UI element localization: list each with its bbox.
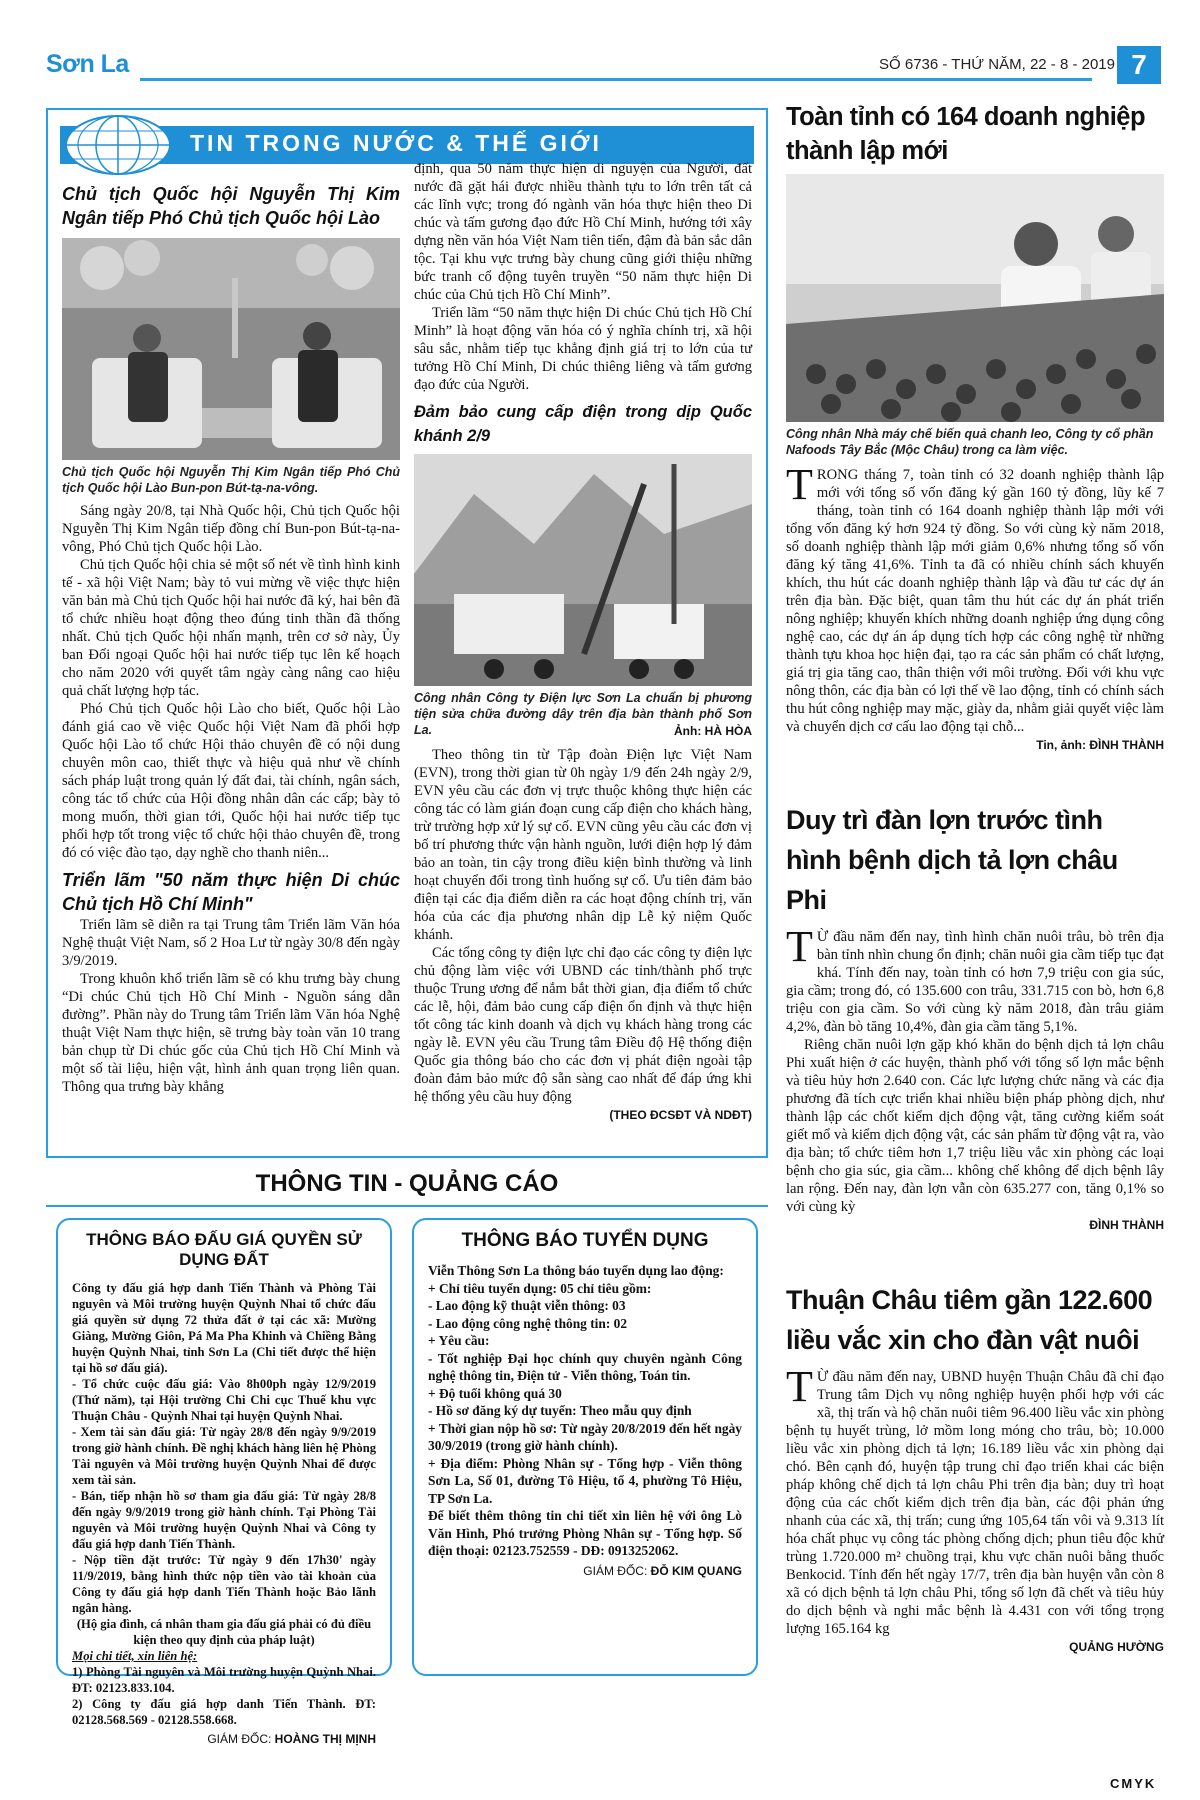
article-3-paragraph: Các tổng công ty điện lực chỉ đạo các công ty điện lực chủ động làm việc với UBND các tỉnh/thành phố trực thuộc Trung ương để nắm bắt thời gian, địa điểm tổ chức các lễ, hội, đảm bảo cung cấp điện ổn định và thực hiện tốt công tác kinh doanh và dịch vụ khách hàng trong các ngày lễ. EVN yêu cầu Trung tâm Điều độ Hệ thống điện Quốc gia thông báo cho các đơn vị phát điện ngoài tập đoàn đảm bảo mức độ sẵn sàng cao nhất để đáp ứng khi hệ thống yêu cầu huy động	[414, 945, 752, 1105]
news-banner-title: TIN TRONG NƯỚC & THẾ GIỚI	[190, 130, 602, 156]
header-rule	[140, 78, 1092, 81]
globe-icon	[64, 114, 172, 176]
recruitment-signature	[428, 1564, 742, 1578]
article-3-caption: Công nhân Công ty Điện lực Sơn La chuẩn bị phương tiện sửa chữa đường dây trên địa bàn thành phố Sơn La.	[414, 691, 752, 737]
right-article-3-body	[786, 1362, 1164, 1656]
right-article-3-headline: Thuận Châu tiêm gần 122.600 liều vắc xin cho đàn vật nuôi	[786, 1285, 1153, 1355]
right-article-2-text: Ừ đầu năm đến nay, tình hình chăn nuôi trâu, bò trên địa bàn tỉnh nhìn chung ổn định; chăn nuôi gia cầm tiếp tục đạt khá. Tính đến nay, toàn tỉnh có hơn 7,9 triệu con gia súc, gia cầm; trong đó, có 135.600 con trâu, 331.715 con bò, hơn 6,8 triệu con gia cầm. So với cùng kỳ năm 2018, đàn trâu giảm 4,2%, đàn bò tăng 10,4%, đàn gia cầm tăng 5,1%.	[786, 929, 1164, 1035]
meeting-photo-icon	[62, 238, 400, 460]
article-1-photo	[62, 238, 400, 460]
news-column-2	[414, 160, 752, 1124]
article-3-photo	[414, 454, 752, 686]
right-article-2	[786, 800, 1164, 1234]
recruitment-notice	[412, 1218, 758, 1676]
recruitment-signer-name: ĐỖ KIM QUANG	[650, 1563, 742, 1578]
news-box	[46, 108, 768, 1158]
recruitment-line: - Hồ sơ đăng ký dự tuyển: Theo mẫu quy định	[428, 1403, 692, 1418]
right-article-3-byline: QUẢNG HƯỜNG	[1069, 1640, 1164, 1654]
issue-info: SỐ 6736 - THỨ NĂM, 22 - 8 - 2019	[879, 56, 1115, 73]
right-article-3	[786, 1280, 1164, 1656]
article-3-headline: Đảm bảo cung cấp điện trong dịp Quốc khánh 2/9	[414, 403, 752, 445]
auction-line: - Tổ chức cuộc đấu giá: Vào 8h00ph ngày 12/9/2019 (Thứ năm), tại Hội trường Chi Chi cục Thuế khu vực Thuận Châu - Quỳnh Nhai tại huyện Quỳnh Nhai.	[72, 1377, 376, 1423]
auction-notice	[56, 1218, 392, 1746]
right-article-2-dropcap: T	[786, 922, 813, 971]
article-1-caption: Chủ tịch Quốc hội Nguyễn Thị Kim Ngân tiếp Phó Chủ tịch Quốc hội Lào Bun-pon Bút-tạ-na-vông.	[62, 465, 400, 495]
auction-contact-heading: Mọi chi tiết, xin liên hệ:	[72, 1649, 198, 1663]
right-article-1-byline: Tin, ảnh: ĐÌNH THÀNH	[1036, 738, 1164, 752]
news-column-1	[62, 182, 400, 1096]
ads-section-title: THÔNG TIN - QUẢNG CÁO	[255, 1170, 559, 1197]
article-2-headline: Triển lãm "50 năm thực hiện Di chúc Chủ tịch Hồ Chí Minh"	[62, 870, 400, 914]
recruitment-signer-title: GIÁM ĐỐC:	[583, 1563, 648, 1578]
auction-line: (Hộ gia đình, cá nhân tham gia đấu giá phải có đủ điều kiện theo quy định của pháp luật)	[76, 1617, 372, 1647]
recruitment-line: + Thời gian nộp hồ sơ: Từ ngày 20/8/2019 đến hết ngày 30/9/2019 (trong giờ hành chính).	[428, 1420, 742, 1453]
recruitment-line: + Địa điểm: Phòng Nhân sự - Tổng hợp - Viễn thông Sơn La, Số 01, đường Tô Hiệu, tổ 4, phường Tô Hiệu, TP Sơn La.	[428, 1455, 742, 1506]
right-article-1-body	[786, 460, 1164, 754]
auction-line: - Xem tài sản đấu giá: Từ ngày 28/8 đến ngày 9/9/2019 trong giờ hành chính. Đề nghị khách hàng liên hệ Phòng Tài nguyên và Môi trường huyện Quỳnh Nhai để được xem tài sản.	[72, 1425, 376, 1487]
auction-line: 2) Công ty đấu giá hợp danh Tiến Thành. ĐT: 02128.568.569 - 02128.558.668.	[72, 1697, 376, 1727]
right-article-1-caption: Công nhân Nhà máy chế biến quả chanh leo, Công ty cổ phần Nafoods Tây Bắc (Mộc Châu) trong ca làm việc.	[786, 427, 1154, 457]
auction-line: - Bán, tiếp nhận hồ sơ tham gia đấu giá: Từ ngày 28/8 đến ngày 9/9/2019 trong giờ hành chính. Tại Phòng Tài nguyên và Môi trường huyện Quỳnh Nhai và Công ty đấu giá hợp danh Tiến Thành.	[72, 1489, 376, 1551]
article-2-paragraph: Triển lãm sẽ diễn ra tại Trung tâm Triển lãm Văn hóa Nghệ thuật Việt Nam, số 2 Hoa Lư từ ngày 30/8 đến ngày 3/9/2019.	[62, 917, 400, 969]
right-article-3-text: Ừ đầu năm đến nay, UBND huyện Thuận Châu đã chỉ đạo Trung tâm Dịch vụ nông nghiệp huyện phối hợp với các xã, thị trấn và hộ chăn nuôi tiêm 96.400 liều vắc xin phòng bệnh tụ huyết trùng, lở mồm long móng cho trâu, bò; 10.000 liều vắc xin phòng dịch tả lợn; 16.189 liều vắc xin phòng dại chó. Bên cạnh đó, huyện tập trung chỉ đạo triển khai các biện pháp không chế dịch tả lợn châu Phi trên địa bàn; duy trì hoạt động của các chốt kiểm dịch trên địa bàn, các đội phản ứng nhanh của các xã, thị trấn; cung ứng 105,64 tấn vôi và 9.313 lít hóa chất phục vụ công tác phòng chống dịch; phun tiêu độc khử trùng 1.720.000 m² chuồng trại, khu vực chăn nuôi bằng thuốc Benkocid. Tính đến hết ngày 17/7, trên địa bàn huyện vẫn còn 8 xã có dịch bệnh tả lợn châu Phi, tổng số lợn đã chết và tiêu hủy do dịch bệnh và nghi mắc bệnh là 4.431 con với tổng trọng lượng 165.164 kg	[786, 1369, 1164, 1637]
article-3-source: (THEO ĐCSĐT VÀ NDĐT)	[609, 1108, 752, 1122]
right-article-2-paragraph: Riêng chăn nuôi lợn gặp khó khăn do bệnh dịch tả lợn châu Phi xuất hiện ở các huyện, thành phố với tổng số lợn mắc bệnh và tiêu hủy hơn 2.640 con. Các lực lượng chức năng và các địa phương đã tích cực triển khai nhiều biện pháp phòng dịch, như thành lập các chốt kiểm dịch động vật, tăng cường kiểm soát giết mổ và kiểm dịch động vật, các sản phẩm từ động vật ra, vào địa bàn; tổ chức tiêm hơn 1,7 triệu liều vắc xin phòng các loại bệnh cho gia súc, gia cầm... không chế không để dịch bệnh lây lan rộng. Đến nay, đàn lợn vẫn còn 635.277 con, tăng 0,1% so với cùng kỳ	[786, 1037, 1164, 1215]
article-1-paragraph: Chủ tịch Quốc hội chia sẻ một số nét về tình hình kinh tế - xã hội Việt Nam; bày tỏ vui mừng về việc thực hiện văn bản mà Chủ tịch Quốc hội hai nước đã ký, hai bên đã tổ chức nhiều hoạt động theo đúng tinh thần đã thống nhất. Chủ tịch Quốc hội nhấn mạnh, trên cơ sở này, Ủy ban Đối ngoại Quốc hội hai nước tiếp tục lên kế hoạch cho năm 2020 với quyết tâm ngày càng nâng cao hiệu quả chất lượng hợp tác.	[62, 557, 400, 699]
article-2-paragraph: định, qua 50 năm thực hiện di nguyện của Người, đất nước đã gặt hái được nhiều thành tựu to lớn trên tất cả các lĩnh vực; trong đó ngành văn hóa thực hiện theo Di chúc và tấm gương đạo đức Hồ Chí Minh, hướng tới xây dựng nền văn hóa Việt Nam tiên tiến, đậm đà bản sắc dân tộc. Tại khu vực trưng bày chung cũng giới thiệu những bức tranh cổ động tuyên truyền “50 năm thực hiện Di chúc của Chủ tịch Hồ Chí Minh”.	[414, 161, 752, 303]
auction-notice-title: THÔNG BÁO ĐẤU GIÁ QUYỀN SỬ DỤNG ĐẤT	[86, 1230, 362, 1269]
right-article-1	[786, 100, 1164, 754]
recruitment-line: - Tốt nghiệp Đại học chính quy chuyên ngành Công nghệ thông tin, Điện tử - Viễn thông, Toán tin.	[428, 1350, 742, 1383]
recruitment-line: Để biết thêm thông tin chi tiết xin liên hệ với ông Lò Văn Hình, Phó trưởng Phòng Nhân sự - Tổng hợp. Số điện thoại: 02123.752559 - DĐ: 0913252062.	[428, 1508, 742, 1558]
right-article-2-headline: Duy trì đàn lợn trước tình hình bệnh dịch tả lợn châu Phi	[786, 805, 1118, 915]
article-1-paragraph: Phó Chủ tịch Quốc hội Lào cho biết, Quốc hội Lào đánh giá cao về việc Quốc hội Việt Nam đã phối hợp Quốc hội Lào tổ chức Hội thảo chuyên đề có nội dung chuyên môn cao, thiết thực và hiệu quả như về chính sách pháp luật trong quản lý đất đai, tài chính, ngân sách, công tác tổ chức của Hội đồng nhân dân các cấp; bày tỏ mong muốn, thời gian tới, Quốc hội hai nước tiếp tục phối hợp tốt trong việc tổ chức hội thảo chuyên đề, trong đó có việc đào tạo, dạy nghề cho thanh niên...	[62, 701, 400, 861]
recruitment-line: Viễn Thông Sơn La thông báo tuyển dụng lao động:	[428, 1263, 724, 1278]
auction-line: - Nộp tiền đặt trước: Từ ngày 9 đến 17h30' ngày 11/9/2019, bằng hình thức nộp tiền vào tài khoản của Công ty đấu giá hợp danh Tiến Thành hoặc Bảo lãnh ngân hàng.	[72, 1553, 376, 1615]
article-3-paragraph: Theo thông tin từ Tập đoàn Điện lực Việt Nam (EVN), trong thời gian từ 0h ngày 1/9 đến 24h ngày 2/9, EVN yêu cầu các đơn vị trực thuộc không thực hiện các công tác có làm gián đoạn cung cấp điện cho khách hàng, trừ trường hợp xử lý sự cố. EVN cũng yêu cầu các đơn vị bố trí phương thức vận hành nguồn, lưới điện hợp lý đảm bảo an toàn, tin cậy trong điều kiện bình thường và linh hoạt chuyển đổi trong tình huống sự cố. Ưu tiên đảm bảo điện tại các địa điểm diễn ra các hoạt động chính trị, văn hóa của các địa phương nhân dịp Lễ kỷ niệm Quốc khánh.	[414, 747, 752, 943]
fruit-processing-photo-icon	[786, 174, 1164, 422]
recruitment-line: + Độ tuổi không quá 30	[428, 1385, 562, 1401]
page-number: 7	[1117, 46, 1161, 84]
auction-signer-title: GIÁM ĐỐC:	[207, 1732, 272, 1746]
recruitment-line: - Lao động công nghệ thông tin: 02	[428, 1315, 628, 1331]
auction-signature	[72, 1732, 376, 1746]
auction-line: Công ty đấu giá hợp danh Tiến Thành và Phòng Tài nguyên và Môi trường huyện Quỳnh Nhai tổ chức đấu giá quyền sử dụng 72 thửa đất ở tại các xã: Mường Giàng, Mường Giôn, Pá Ma Pha Khinh và Chiềng Bằng huyện Quỳnh Nhai, tỉnh Sơn La (Chi tiết được thể hiện tại hồ sơ đấu giá).	[72, 1281, 376, 1375]
right-article-2-byline: ĐÌNH THÀNH	[1089, 1218, 1164, 1232]
right-article-1-dropcap: T	[786, 460, 813, 509]
recruitment-line: - Lao động kỹ thuật viễn thông: 03	[428, 1298, 626, 1313]
article-1-paragraph: Sáng ngày 20/8, tại Nhà Quốc hội, Chủ tịch Quốc hội Nguyễn Thị Kim Ngân tiếp đồng chí Bun-pon Bút-tạ-na-vông, Phó Chủ tịch Quốc hội Lào.	[62, 503, 400, 555]
right-article-1-text: RONG tháng 7, toàn tỉnh có 32 doanh nghiệp thành lập mới với tổng số vốn đăng ký gần 160 tỷ đồng, lũy kế 7 tháng, toàn tỉnh có 164 doanh nghiệp thành lập mới với tổng vốn đăng ký hơn 924 tỷ đồng. So với cùng kỳ năm 2018, số doanh nghiệp thành lập mới giảm 0,6% nhưng tổng số vốn đăng ký tăng 41,6%. Tỉnh ta đã có nhiều chính sách khuyến khích, thu hút các doanh nghiệp thành lập và đầu tư các dự án trên địa bàn. Đặc biệt, quan tâm thu hút các dự án phát triển nông nghiệp; khuyến khích những doanh nghiệp ứng dụng công nghệ cao, các dự án áp dụng tích hợp các công nghệ từ những thành tựu khoa học hiện đại, tạo ra các sản phẩm có chất lượng, giá trị gia tăng cao, thân thiện với môi trường. Đối với khu vực nông thôn, các địa bàn có lợi thế về lao động, tỉnh có chính sách thu hút công nghiệp may mặc, giày da, nhằm giải quyết việc làm và chuyển dịch cơ cấu lao động tại chỗ...	[786, 467, 1164, 735]
article-2-paragraph: Triển lãm “50 năm thực hiện Di chúc Chủ tịch Hồ Chí Minh” là hoạt động văn hóa có ý nghĩa chính trị, xã hội sâu sắc, nhằm tiếp tục khẳng định giá trị to lớn của tư tưởng Hồ Chí Minh, Di chúc thiêng liêng và tấm gương đạo đức của Người.	[414, 305, 752, 393]
electric-repair-photo-icon	[414, 454, 752, 686]
article-2-paragraph: Trong khuôn khổ triển lãm sẽ có khu trưng bày chung “Di chúc Chủ tịch Hồ Chí Minh - Nguồn sáng dẫn đường”. Phần này do Trung tâm Triển lãm Văn hóa Nghệ thuật Việt Nam thực hiện, sẽ trưng bày toàn văn 10 trang bản chụp từ Di chúc gốc của Chủ tịch Hồ Chí Minh và một số tài liệu, hiện vật, hình ảnh quan trọng liên quan. Thông qua trưng bày khẳng	[62, 971, 400, 1095]
section-logo: Sơn La	[46, 50, 129, 78]
news-banner	[60, 126, 754, 164]
right-article-2-body	[786, 922, 1164, 1234]
cmyk-print-mark: CMYK	[1110, 1776, 1157, 1791]
recruitment-line: + Yêu cầu:	[428, 1333, 490, 1348]
right-article-3-dropcap: T	[786, 1362, 813, 1411]
article-3-photo-credit: Ảnh: HÀ HÒA	[674, 724, 752, 738]
auction-signer-name: HOÀNG THỊ MỊNH	[274, 1732, 376, 1746]
right-article-1-photo	[786, 174, 1164, 422]
article-1-headline: Chủ tịch Quốc hội Nguyễn Thị Kim Ngân tiếp Phó Chủ tịch Quốc hội Lào	[62, 184, 400, 228]
auction-line: 1) Phòng Tài nguyên và Môi trường huyện Quỳnh Nhai. ĐT: 02123.833.104.	[72, 1665, 376, 1695]
ads-title-rule	[46, 1205, 768, 1207]
right-article-1-headline: Toàn tỉnh có 164 doanh nghiệp thành lập mới	[786, 103, 1146, 165]
recruitment-line: + Chỉ tiêu tuyển dụng: 05 chỉ tiêu gồm:	[428, 1280, 652, 1296]
recruitment-notice-title: THÔNG BÁO TUYỂN DỤNG	[461, 1230, 709, 1251]
